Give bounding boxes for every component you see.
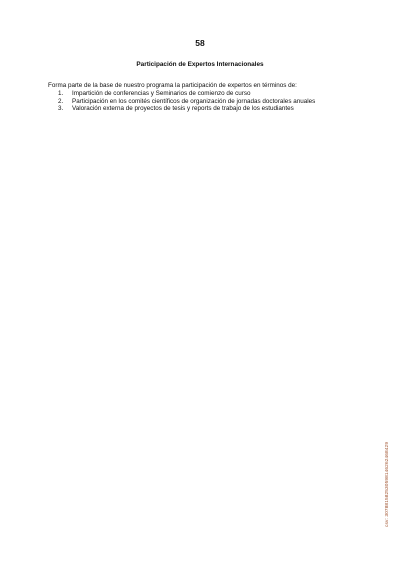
list-item-text: Valoración externa de proyectos de tesis y reports de trabajo de los estudiantes bbox=[72, 105, 294, 113]
section-title: Participación de Expertos Internacionales bbox=[136, 61, 264, 68]
list-item-text: Impartición de conferencias y Seminarios de comienzo de curso bbox=[72, 90, 251, 97]
numbered-list bbox=[58, 90, 348, 113]
list-item-number: 3. bbox=[58, 105, 64, 113]
list-item bbox=[58, 90, 348, 98]
list-item-number: 1. bbox=[58, 90, 64, 97]
page-number: 58 bbox=[195, 38, 205, 48]
list-item-number: 2. bbox=[58, 97, 64, 105]
list-item bbox=[58, 105, 348, 113]
verification-code: csv: 307881582530598146262468429 bbox=[385, 441, 390, 527]
intro-paragraph: Forma parte de la base de nuestro programa la participación de expertos en términos de: bbox=[48, 82, 297, 89]
list-item bbox=[58, 98, 348, 106]
list-item-text: Participación en los comités científicos de organización de jornadas doctorales anuales bbox=[72, 97, 316, 105]
